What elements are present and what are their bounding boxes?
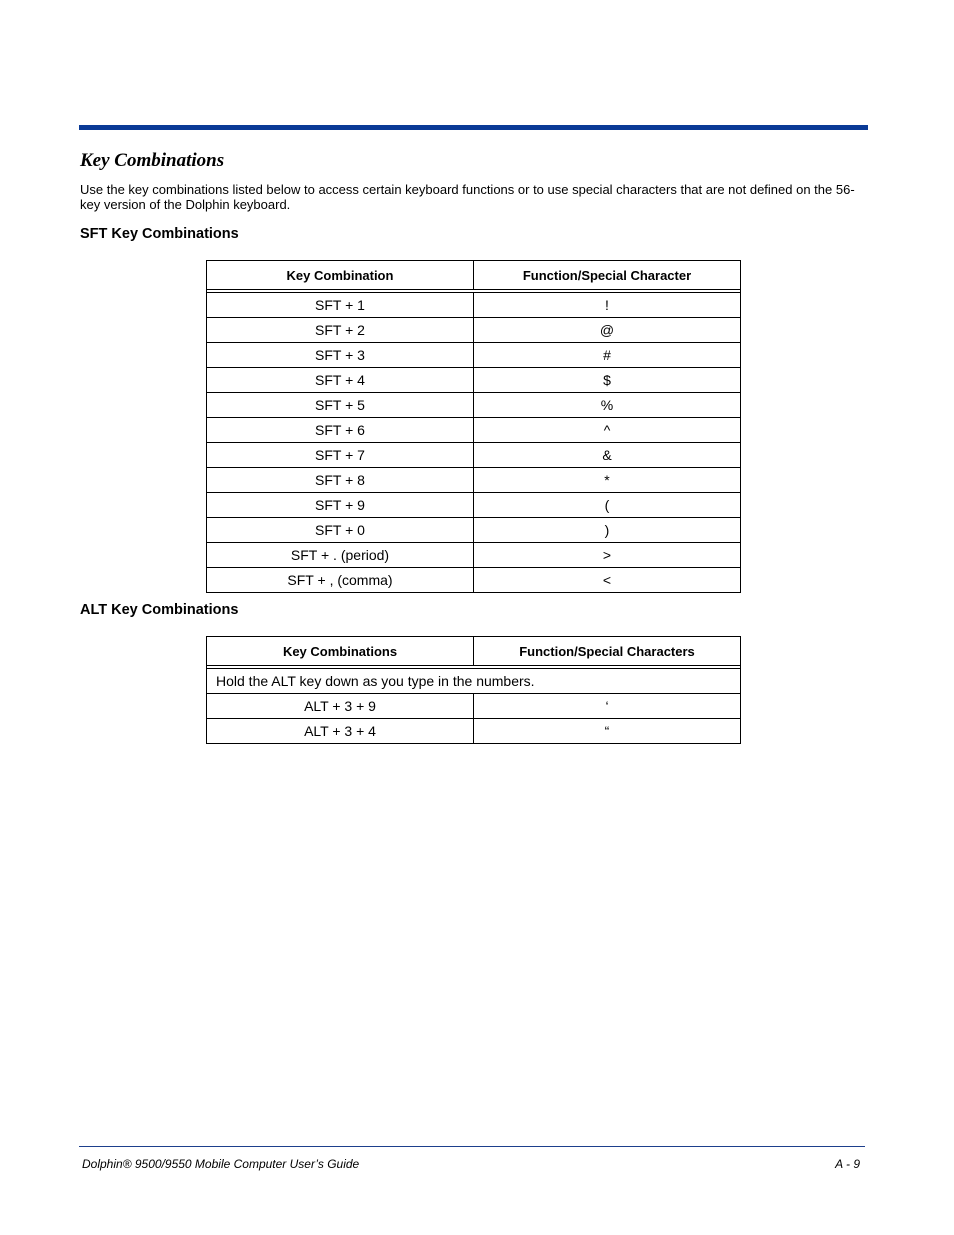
function-character-cell: ! <box>474 293 741 318</box>
footer-rule <box>79 1146 865 1147</box>
column-header: Function/Special Character <box>474 261 741 290</box>
key-combination-cell: SFT + 2 <box>207 318 474 343</box>
function-character-cell: $ <box>474 368 741 393</box>
table-row <box>207 568 741 593</box>
page-title: Key Combinations <box>80 150 225 171</box>
key-combination-cell: SFT + 4 <box>207 368 474 393</box>
function-character-cell: ) <box>474 518 741 543</box>
function-character-cell: & <box>474 443 741 468</box>
table-row <box>207 468 741 493</box>
alt-section-title: ALT Key Combinations <box>80 602 239 618</box>
table-note: Hold the ALT key down as you type in the numbers. <box>207 669 741 694</box>
table-row <box>207 343 741 368</box>
intro-paragraph: Use the key combinations listed below to access certain keyboard functions or to use special characters that are not defined on the 56-key version of the Dolphin keyboard. <box>80 182 855 212</box>
page-number: A - 9 <box>835 1157 860 1171</box>
function-character-cell: * <box>474 468 741 493</box>
sft-section-title: SFT Key Combinations <box>80 226 239 242</box>
table-row <box>207 719 741 744</box>
function-character-cell: ‘ <box>474 694 741 719</box>
table-row <box>207 493 741 518</box>
table-row <box>207 418 741 443</box>
function-character-cell: > <box>474 543 741 568</box>
column-header: Function/Special Characters <box>474 637 741 666</box>
function-character-cell: % <box>474 393 741 418</box>
key-combination-cell: SFT + 8 <box>207 468 474 493</box>
key-combination-cell: ALT + 3 + 9 <box>207 694 474 719</box>
table-row <box>207 543 741 568</box>
table-row <box>207 694 741 719</box>
function-character-cell: @ <box>474 318 741 343</box>
table-row <box>207 393 741 418</box>
key-combination-cell: SFT + 7 <box>207 443 474 468</box>
table-row <box>207 318 741 343</box>
footer-title: Dolphin® 9500/9550 Mobile Computer User’s Guide <box>82 1157 360 1171</box>
sft-table <box>206 260 741 593</box>
key-combination-cell: SFT + 0 <box>207 518 474 543</box>
function-character-cell: # <box>474 343 741 368</box>
key-combination-cell: SFT + , (comma) <box>207 568 474 593</box>
header-rule <box>79 125 868 130</box>
table-row <box>207 518 741 543</box>
column-header: Key Combinations <box>207 637 474 666</box>
key-combination-cell: SFT + 6 <box>207 418 474 443</box>
function-character-cell: < <box>474 568 741 593</box>
table-row <box>207 368 741 393</box>
key-combination-cell: SFT + . (period) <box>207 543 474 568</box>
key-combination-cell: ALT + 3 + 4 <box>207 719 474 744</box>
table-row <box>207 443 741 468</box>
key-combination-cell: SFT + 1 <box>207 293 474 318</box>
key-combination-cell: SFT + 5 <box>207 393 474 418</box>
column-header: Key Combination <box>207 261 474 290</box>
function-character-cell: ( <box>474 493 741 518</box>
table-header-row <box>207 637 741 666</box>
function-character-cell: ^ <box>474 418 741 443</box>
table-row <box>207 293 741 318</box>
table-header-row <box>207 261 741 290</box>
key-combination-cell: SFT + 3 <box>207 343 474 368</box>
function-character-cell: “ <box>474 719 741 744</box>
alt-table <box>206 636 741 744</box>
table-row <box>207 669 741 694</box>
key-combination-cell: SFT + 9 <box>207 493 474 518</box>
